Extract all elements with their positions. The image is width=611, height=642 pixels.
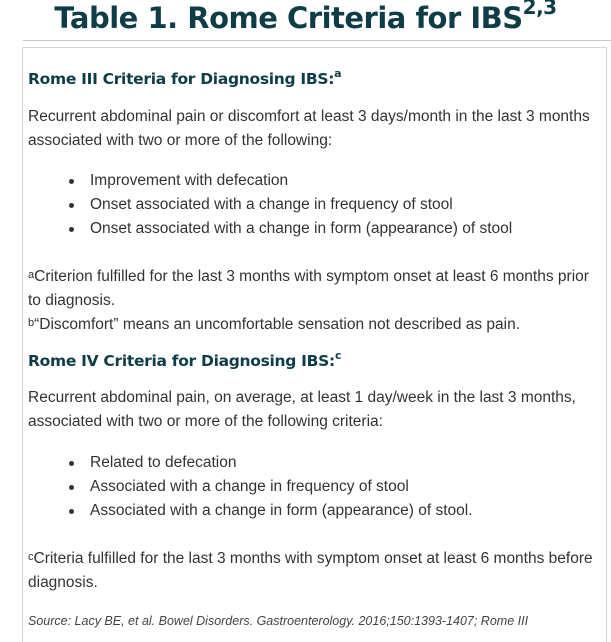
rome4-intro: Recurrent abdominal pain, on average, at least 1 day/week in the last 3 months, associated with two or more of the following criteria: — [28, 389, 576, 430]
footnote-b-text: “Discomfort” means an uncomfortable sensation not described as pain. — [34, 316, 521, 333]
title-divider — [23, 40, 611, 41]
footnote-a-text: Criterion fulfilled for the last 3 months with symptom onset at least 6 months prior to diagnosis. — [28, 268, 589, 309]
rome4-heading-text: Rome IV Criteria for Diagnosing IBS: — [28, 352, 335, 370]
list-item: Improvement with defecation — [90, 169, 512, 193]
list-item: Related to defecation — [90, 451, 473, 475]
list-item: Onset associated with a change in frequency of stool — [90, 193, 512, 217]
rome4-heading — [28, 349, 342, 370]
rome3-heading-text: Rome III Criteria for Diagnosing IBS: — [28, 70, 335, 88]
footnote-a-mark: a — [28, 269, 35, 281]
rome3-footnote-b — [28, 313, 603, 337]
rome3-footnote-a — [28, 265, 603, 313]
rome3-heading — [28, 67, 342, 88]
rome3-criteria-list — [28, 169, 512, 241]
footnote-c-mark: c — [28, 551, 34, 563]
list-item: Associated with a change in form (appearance) of stool. — [90, 499, 473, 523]
table-title — [0, 0, 611, 36]
rome3-heading-sup: a — [334, 67, 342, 80]
footnote-c-text: Criteria fulfilled for the last 3 months with symptom onset at least 6 months before diagnosis. — [28, 550, 593, 591]
rome3-intro: Recurrent abdominal pain or discomfort at least 3 days/month in the last 3 months associated with two or more of the following: — [28, 108, 590, 149]
list-item: Onset associated with a change in form (appearance) of stool — [90, 217, 512, 241]
table-title-text: Table 1. Rome Criteria for IBS — [54, 1, 523, 35]
rome4-criteria-list — [28, 451, 473, 523]
rome4-footnote-c — [28, 547, 603, 595]
table-title-superscript: 2,3 — [522, 0, 557, 19]
rome4-heading-sup: c — [334, 349, 342, 362]
source-citation: Source: Lacy BE, et al. Bowel Disorders. Gastroenterology. 2016;150:1393-1407; Rome III — [28, 614, 529, 628]
list-item: Associated with a change in frequency of stool — [90, 475, 473, 499]
footnote-b-mark: b — [28, 317, 35, 329]
